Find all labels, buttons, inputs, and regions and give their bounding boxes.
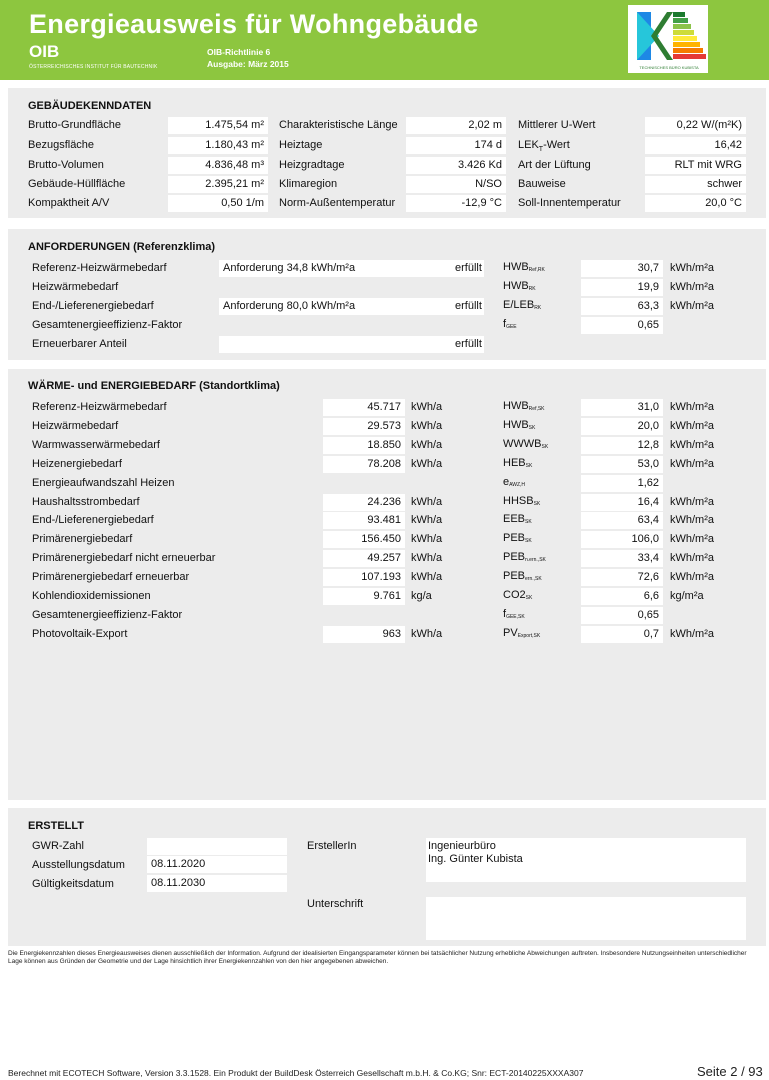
company-logo — [628, 5, 708, 73]
bedarf-value: 18.850 — [323, 437, 405, 454]
symbol-subscript: SK — [525, 595, 533, 601]
gebaeude-value: schwer — [645, 176, 746, 193]
bedarf-specific-value: 31,0 — [581, 399, 663, 416]
bedarf-symbol — [503, 532, 532, 544]
anforderung-value: 30,7 — [581, 260, 663, 277]
anforderung-status: erfüllt — [455, 300, 482, 312]
gebaeude-label: Heiztage — [279, 139, 323, 151]
gebaeude-value: 1.180,43 m² — [168, 137, 268, 154]
anforderung-value: 19,9 — [581, 279, 663, 296]
ausgabe: Ausgabe: März 2015 — [207, 59, 289, 69]
symbol-subscript: SK — [525, 463, 533, 469]
bedarf-specific-value: 63,4 — [581, 512, 663, 529]
bedarf-unit: kWh/a — [411, 458, 443, 470]
anforderung-value: 63,3 — [581, 298, 663, 315]
bedarf-value: 156.450 — [323, 531, 405, 548]
symbol-main: PEB — [503, 551, 526, 563]
gebaeude-label: Charakteristische Länge — [279, 119, 398, 131]
section-title: ERSTELLT — [28, 820, 85, 832]
gebaeude-value: 2.395,21 m² — [168, 176, 268, 193]
gebaeude-label — [518, 139, 570, 153]
anforderung-label: Gesamtenergieeffizienz-Faktor — [32, 319, 183, 331]
gebaeude-value: 1.475,54 m² — [168, 117, 268, 134]
anforderung-label: Erneuerbarer Anteil — [32, 338, 127, 350]
gebaeude-label: Art der Lüftung — [518, 159, 591, 171]
bedarf-specific-unit: kWh/m²a — [670, 533, 714, 545]
gebaeude-label: Brutto-Volumen — [28, 159, 104, 171]
anforderung-label: End-/Lieferenergiebedarf — [32, 300, 154, 312]
bedarf-label: Gesamtenergieeffizienz-Faktor — [32, 609, 183, 621]
bedarf-label: Kohlendioxidemissionen — [32, 590, 151, 602]
bedarf-unit: kWh/a — [411, 496, 443, 508]
bedarf-specific-unit: kWh/m²a — [670, 401, 714, 413]
anforderung-label: Referenz-Heizwärmebedarf — [32, 262, 167, 274]
bedarf-value: 49.257 — [323, 550, 405, 567]
bedarf-symbol — [503, 570, 542, 582]
gebaeude-value: -12,9 °C — [406, 195, 506, 212]
symbol-main: HWB — [503, 419, 529, 431]
bedarf-specific-value: 16,4 — [581, 494, 663, 511]
bedarf-value: 9.761 — [323, 588, 405, 605]
bedarf-value: 29.573 — [323, 418, 405, 435]
gebaeude-value: RLT mit WRG — [645, 157, 746, 174]
anforderung-unit: kWh/m²a — [670, 281, 714, 293]
gebaeude-label: Bauweise — [518, 178, 566, 190]
bedarf-value: 107.193 — [323, 569, 405, 586]
bedarf-specific-value: 53,0 — [581, 456, 663, 473]
org-full-name: ÖSTERREICHISCHES INSTITUT FÜR BAUTECHNIK — [29, 64, 158, 70]
symbol-main: PEB — [503, 570, 526, 582]
page-number: Seite 2 / 93 — [697, 1064, 763, 1079]
section-title: GEBÄUDEKENNDATEN — [28, 100, 152, 112]
bedarf-symbol — [503, 627, 540, 639]
symbol-main: PEB — [503, 532, 526, 544]
unterschrift-label: Unterschrift — [307, 898, 364, 910]
symbol-subscript: RK — [534, 305, 542, 311]
label-suffix: -Wert — [543, 139, 570, 151]
ausstellungsdatum-label: Ausstellungsdatum — [32, 859, 125, 871]
gebaeude-value: 2,02 m — [406, 117, 506, 134]
software-note: Berechnet mit ECOTECH Software, Version 3.3.1528. Ein Produkt der BuildDesk Österreich Gesellschaft m.b.H. & Co.KG; Snr: ECT-20140225XXXA307 — [8, 1068, 584, 1078]
symbol-main: HWB — [503, 280, 529, 292]
bedarf-specific-value: 0,7 — [581, 626, 663, 643]
symbol-subscript: RK — [528, 286, 536, 292]
symbol-main: PV — [503, 627, 518, 639]
bedarf-label: End-/Lieferenergiebedarf — [32, 514, 154, 526]
ersteller-line1: Ingenieurbüro — [428, 840, 496, 852]
gebaeude-value: 16,42 — [645, 137, 746, 154]
anforderung-value: 0,65 — [581, 317, 663, 334]
anforderung-symbol — [503, 280, 536, 292]
symbol-subscript: ern.,SK — [525, 576, 542, 582]
bedarf-symbol — [503, 457, 532, 469]
bedarf-symbol — [503, 419, 535, 431]
bedarf-specific-value: 33,4 — [581, 550, 663, 567]
bedarf-symbol — [503, 400, 545, 412]
symbol-subscript: AWZ,H — [509, 482, 526, 488]
unterschrift-box — [426, 897, 746, 940]
bedarf-unit: kWh/a — [411, 571, 443, 583]
section-gebaeudekenndaten — [8, 88, 766, 218]
gebaeude-value: 20,0 °C — [645, 195, 746, 212]
bedarf-value: 93.481 — [323, 512, 405, 529]
bedarf-label: Primärenergiebedarf erneuerbar — [32, 571, 190, 583]
bedarf-value: 963 — [323, 626, 405, 643]
gebaeude-value: 0,50 1/m — [168, 195, 268, 212]
symbol-main: HWB — [503, 400, 529, 412]
gwr-label: GWR-Zahl — [32, 840, 84, 852]
bedarf-specific-unit: kWh/m²a — [670, 552, 714, 564]
anforderung-requirement — [219, 336, 484, 353]
gebaeude-value: 3.426 Kd — [406, 157, 506, 174]
symbol-subscript: SK — [541, 444, 549, 450]
bedarf-symbol — [503, 608, 525, 620]
bedarf-symbol — [503, 438, 548, 450]
symbol-subscript: Export,SK — [517, 633, 541, 639]
bedarf-label: Photovoltaik-Export — [32, 628, 128, 640]
bedarf-specific-value: 1,62 — [581, 475, 663, 492]
anforderung-requirement: Anforderung 34,8 kWh/m²a — [219, 260, 484, 277]
symbol-main: WWWB — [503, 438, 542, 450]
symbol-subscript: Ref,RK — [528, 267, 545, 273]
gueltigkeitsdatum-value: 08.11.2030 — [147, 875, 287, 892]
anforderung-unit: kWh/m²a — [670, 300, 714, 312]
symbol-main: f — [503, 608, 507, 620]
gebaeude-label: Gebäude-Hüllfläche — [28, 178, 126, 190]
ersteller-label: ErstellerIn — [307, 840, 357, 852]
symbol-main: HHSB — [503, 495, 534, 507]
bedarf-specific-value: 72,6 — [581, 569, 663, 586]
bedarf-specific-unit: kWh/m²a — [670, 496, 714, 508]
gebaeude-value: 174 d — [406, 137, 506, 154]
bedarf-symbol — [503, 495, 540, 507]
gebaeude-value: 4.836,48 m³ — [168, 157, 268, 174]
bedarf-unit: kWh/a — [411, 439, 443, 451]
ausstellungsdatum-value: 08.11.2020 — [147, 856, 287, 873]
gebaeude-value: N/SO — [406, 176, 506, 193]
bedarf-specific-value: 6,6 — [581, 588, 663, 605]
bedarf-unit: kWh/a — [411, 628, 443, 640]
anforderung-label: Heizwärmebedarf — [32, 281, 119, 293]
bedarf-specific-unit: kWh/m²a — [670, 628, 714, 640]
gueltigkeitsdatum-label: Gültigkeitsdatum — [32, 878, 114, 890]
gebaeude-label: Mittlerer U-Wert — [518, 119, 596, 131]
bedarf-label: Referenz-Heizwärmebedarf — [32, 401, 167, 413]
header-banner — [0, 0, 769, 80]
bedarf-label: Haushaltsstrombedarf — [32, 496, 140, 508]
gebaeude-label: Brutto-Grundfläche — [28, 119, 121, 131]
bedarf-symbol — [503, 476, 525, 488]
org-name: OIB — [29, 42, 60, 61]
bedarf-symbol — [503, 551, 546, 563]
ersteller-box — [426, 838, 746, 882]
anforderung-requirement: Anforderung 80,0 kWh/m²a — [219, 298, 484, 315]
bedarf-label: Warmwasserwärmebedarf — [32, 439, 160, 451]
gebaeude-label: Klimaregion — [279, 178, 338, 190]
bedarf-value: 78.208 — [323, 456, 405, 473]
section-waerme-energiebedarf — [8, 369, 766, 800]
bedarf-unit: kWh/a — [411, 514, 443, 526]
energy-scale-logo-icon — [629, 6, 709, 66]
anforderung-unit: kWh/m²a — [670, 262, 714, 274]
richtlinie: OIB-Richtlinie 6 — [207, 47, 271, 57]
bedarf-label: Heizenergiebedarf — [32, 458, 122, 470]
bedarf-unit: kg/a — [411, 590, 432, 602]
section-title: WÄRME- und ENERGIEBEDARF (Standortklima) — [28, 380, 280, 392]
gebaeude-label: Kompaktheit A/V — [28, 197, 110, 209]
bedarf-specific-unit: kg/m²a — [670, 590, 704, 602]
symbol-main: CO2 — [503, 589, 526, 601]
anforderung-status: erfüllt — [455, 338, 482, 350]
page-title: Energieausweis für Wohngebäude — [29, 9, 479, 39]
bedarf-specific-unit: kWh/m²a — [670, 571, 714, 583]
bedarf-specific-value: 0,65 — [581, 607, 663, 624]
section-anforderungen — [8, 229, 766, 360]
section-erstellt — [8, 808, 766, 946]
bedarf-label: Heizwärmebedarf — [32, 420, 119, 432]
gebaeude-label: Norm-Außentemperatur — [279, 197, 396, 209]
bedarf-specific-value: 20,0 — [581, 418, 663, 435]
symbol-subscript: GEE,SK — [506, 614, 525, 620]
bedarf-label: Primärenergiebedarf — [32, 533, 133, 545]
symbol-main: e — [503, 476, 510, 488]
ersteller-line2: Ing. Günter Kubista — [428, 853, 523, 865]
bedarf-specific-unit: kWh/m²a — [670, 514, 714, 526]
symbol-main: E/LEB — [503, 299, 535, 311]
bedarf-unit: kWh/a — [411, 552, 443, 564]
bedarf-label: Energieaufwandszahl Heizen — [32, 477, 175, 489]
symbol-main: HEB — [503, 457, 526, 469]
label-subscript: T — [538, 146, 544, 154]
label-main: LEK — [518, 139, 539, 151]
bedarf-specific-value: 12,8 — [581, 437, 663, 454]
bedarf-specific-unit: kWh/m²a — [670, 458, 714, 470]
bedarf-label: Primärenergiebedarf nicht erneuerbar — [32, 552, 216, 564]
logo-caption: TECHNISCHES BÜRO KUBISTA — [639, 65, 699, 70]
symbol-subscript: Ref,SK — [528, 406, 545, 412]
bedarf-value: 24.236 — [323, 494, 405, 511]
section-title: ANFORDERUNGEN (Referenzklima) — [28, 241, 216, 253]
disclaimer: Die Energiekennzahlen dieses Energieausweises dienen ausschließlich der Information. Aufgrund der idealisierten Eingangsparameter können bei tatsächlicher Nutzung erhebliche Abweichungen auftreten. Insbesondere Nutzungseinheiten unterschiedlicher Lage können aus Gründen der Geometrie und der Lage hinsichtlich ihrer Energiekennzahlen von den hier angegebenen abweichen. — [8, 950, 747, 965]
bedarf-symbol — [503, 513, 532, 525]
bedarf-specific-unit: kWh/m²a — [670, 420, 714, 432]
symbol-main: EEB — [503, 513, 526, 525]
anforderung-status: erfüllt — [455, 262, 482, 274]
bedarf-symbol — [503, 589, 532, 601]
bedarf-unit: kWh/a — [411, 420, 443, 432]
symbol-main: HWB — [503, 261, 529, 273]
bedarf-unit: kWh/a — [411, 401, 443, 413]
bedarf-specific-unit: kWh/m²a — [670, 439, 714, 451]
symbol-subscript: SK — [533, 501, 541, 507]
bedarf-unit: kWh/a — [411, 533, 443, 545]
gebaeude-label: Heizgradtage — [279, 159, 345, 171]
symbol-subscript: n.ern.,SK — [525, 557, 546, 563]
bedarf-value: 45.717 — [323, 399, 405, 416]
symbol-subscript: SK — [525, 519, 532, 525]
anforderung-symbol — [503, 299, 541, 311]
symbol-main: f — [503, 318, 507, 330]
anforderung-symbol — [503, 261, 545, 273]
gebaeude-label: Soll-Innentemperatur — [518, 197, 621, 209]
symbol-subscript: GEE — [506, 324, 517, 330]
gebaeude-value: 0,22 W/(m²K) — [645, 117, 746, 134]
gebaeude-label: Bezugsfläche — [28, 139, 95, 151]
anforderung-symbol — [503, 318, 517, 330]
symbol-subscript: SK — [525, 538, 532, 544]
symbol-subscript: SK — [528, 425, 536, 431]
bedarf-specific-value: 106,0 — [581, 531, 663, 548]
gwr-value — [147, 838, 287, 855]
